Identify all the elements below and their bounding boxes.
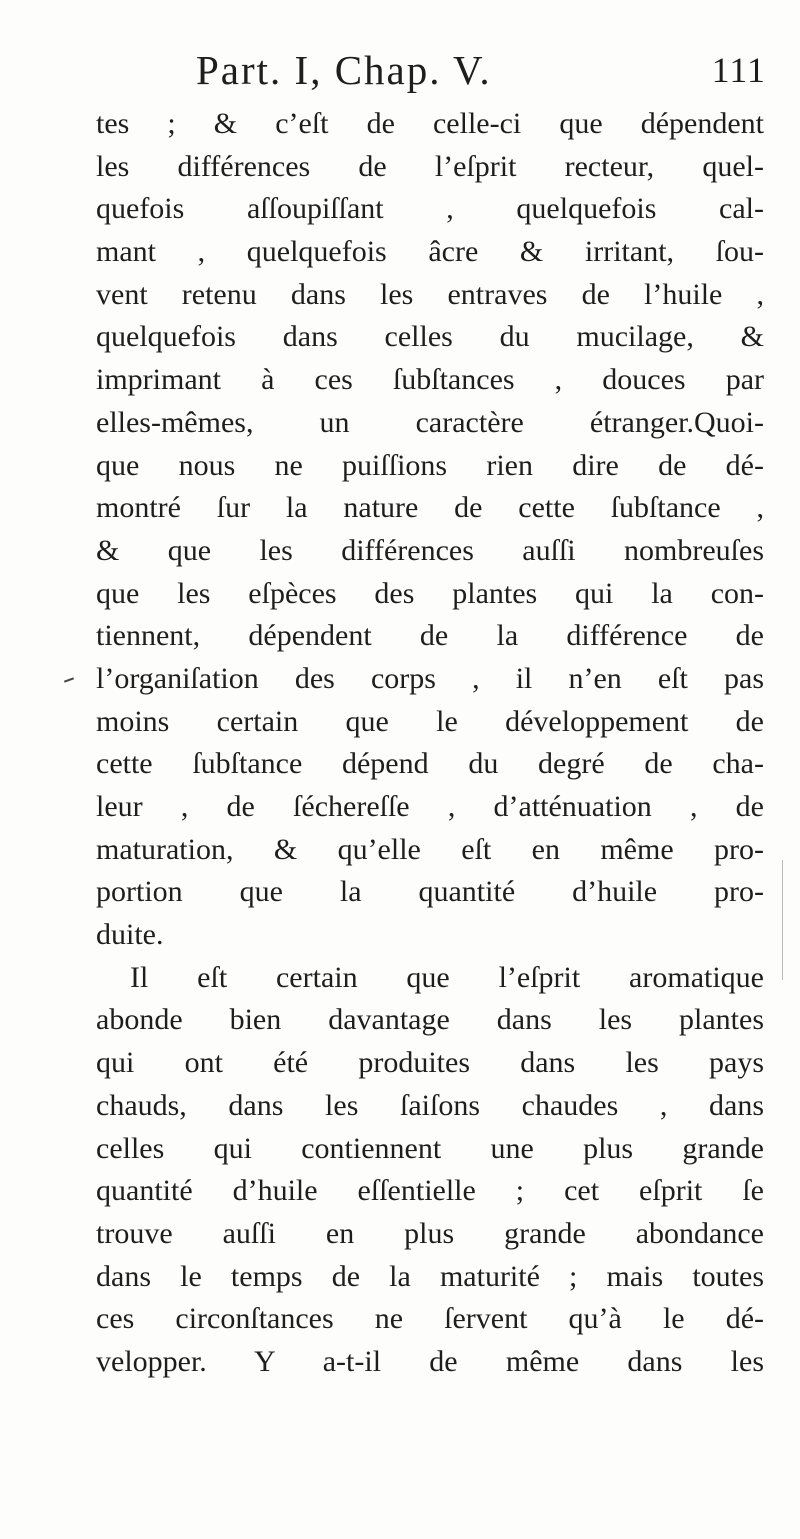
text-line: montré ſur la nature de cette ſubſtance , [96, 491, 764, 525]
margin-mark [64, 677, 74, 682]
text-line: cette ſubſtance dépend du degré de cha- [96, 747, 764, 781]
text-line: maturation, & qu’elle eſt en même pro- [96, 832, 764, 866]
text-line: dans le temps de la maturité ; mais toutes [96, 1259, 764, 1293]
text-line: velopper. Y a-t-il de même dans les [96, 1344, 764, 1378]
text-line: abonde bien davantage dans les plantes [96, 1003, 764, 1037]
page-edge-mark [782, 860, 783, 980]
text-line: ces circonſtances ne ſervent qu’à le dé- [96, 1302, 764, 1336]
text-line: moins certain que le développement de [96, 704, 764, 738]
text-line: portion que la quantité d’huile pro- [96, 875, 764, 909]
text-line: mant , quelquefois âcre & irritant, ſou- [96, 235, 764, 269]
text-line: imprimant à ces ſubſtances , douces par [96, 363, 764, 397]
running-head: Part. I, Chap. V. [196, 47, 492, 93]
text-line: quefois aſſoupiſſant , quelquefois cal- [96, 192, 764, 226]
text-line: les différences de l’eſprit recteur, quel- [96, 149, 764, 183]
text-line: trouve auſſi en plus grande abondance [96, 1216, 764, 1250]
text-line: leur , de ſéchereſſe , d’atténuation , de [96, 790, 764, 823]
text-line: tes ; & c’eſt de celle-ci que dépendent [96, 107, 764, 140]
text-line: qui ont été produites dans les pays [96, 1046, 764, 1080]
paragraph-end-line: duite. [96, 918, 164, 952]
text-line: quantité d’huile eſſentielle ; cet eſprit ſe [96, 1174, 764, 1208]
paragraph-start-line: Il eſt certain que l’eſprit aromatique [130, 960, 764, 994]
text-line: celles qui contiennent une plus grande [96, 1131, 764, 1165]
text-line: tiennent, dépendent de la différence de [96, 619, 764, 653]
text-line: vent retenu dans les entraves de l’huile , [96, 277, 764, 311]
text-line: quelquefois dans celles du mucilage, & [96, 320, 764, 354]
body-text [96, 103, 764, 1384]
text-line: que nous ne puiſſions rien dire de dé- [96, 448, 764, 482]
page-header [196, 45, 766, 95]
text-line: elles-mêmes, un caractère étranger.Quoi- [96, 405, 764, 439]
text-line: l’organiſation des corps , il n’en eſt pas [96, 661, 764, 695]
text-line: que les eſpèces des plantes qui la con- [96, 576, 764, 610]
text-line: chauds, dans les ſaiſons chaudes , dans [96, 1088, 764, 1122]
text-line: & que les différences auſſi nombreuſes [96, 533, 764, 567]
page-number: 111 [711, 50, 766, 90]
